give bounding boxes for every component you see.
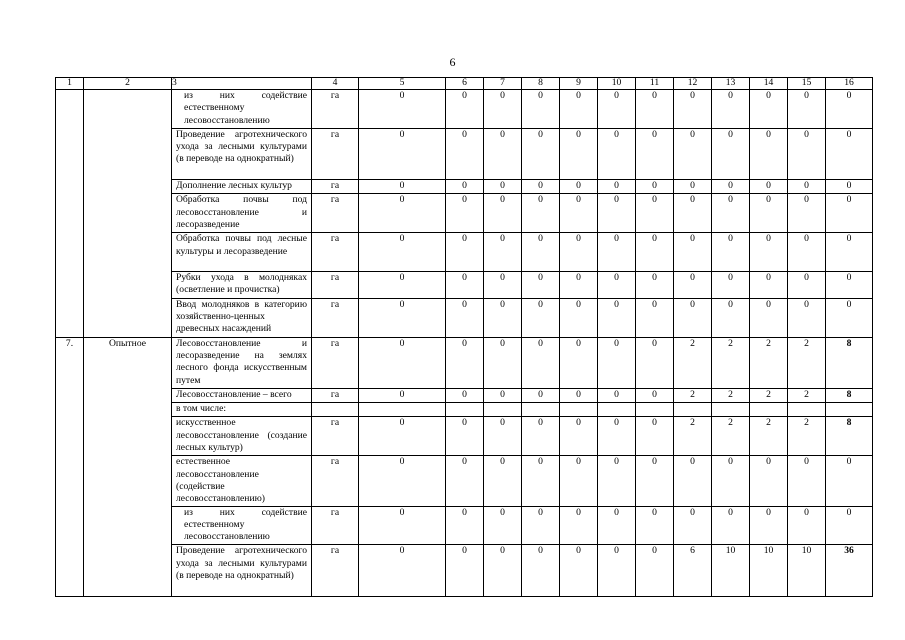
value-cell: 0	[522, 233, 560, 272]
row-number-cell	[56, 194, 84, 233]
row-number-cell	[56, 90, 84, 129]
value-cell: 8	[826, 388, 873, 402]
row-number-cell	[56, 545, 84, 596]
value-cell: 0	[636, 388, 674, 402]
column-number-cell: 13	[712, 78, 750, 90]
column-number-cell: 10	[598, 78, 636, 90]
value-cell: 0	[826, 90, 873, 129]
value-cell: 0	[826, 506, 873, 545]
table-row	[56, 128, 873, 179]
value-cell: 0	[359, 506, 446, 545]
activity-cell: Обработка почвы под лесные культуры и лесоразведение	[172, 233, 312, 272]
value-cell: 0	[826, 272, 873, 299]
value-cell: 0	[598, 506, 636, 545]
value-cell: 0	[359, 417, 446, 456]
value-cell: 0	[522, 194, 560, 233]
value-cell: 0	[522, 128, 560, 179]
value-cell: 0	[484, 545, 522, 596]
row-number-cell	[56, 403, 84, 417]
unit-cell: га	[312, 180, 359, 194]
table-row	[56, 417, 873, 456]
activity-cell: Проведение агротехнического ухода за лесными культурами (в переводе на однократный)	[172, 128, 312, 179]
value-cell: 10	[788, 545, 826, 596]
value-cell: 0	[446, 456, 484, 506]
value-cell: 0	[598, 233, 636, 272]
column-number-cell: 4	[312, 78, 359, 90]
row-number-cell	[56, 388, 84, 402]
value-cell: 0	[826, 180, 873, 194]
value-cell: 0	[598, 272, 636, 299]
value-cell: 0	[522, 388, 560, 402]
value-cell: 0	[560, 417, 598, 456]
row-number-cell	[56, 233, 84, 272]
table-row	[56, 298, 873, 337]
value-cell: 0	[788, 90, 826, 129]
value-cell: 0	[674, 456, 712, 506]
value-cell: 0	[560, 128, 598, 179]
value-cell: 2	[788, 417, 826, 456]
value-cell: 0	[359, 337, 446, 388]
value-cell: 0	[750, 233, 788, 272]
value-cell: 0	[712, 456, 750, 506]
table-row	[56, 545, 873, 596]
value-cell: 0	[359, 194, 446, 233]
row-number-cell	[56, 180, 84, 194]
value-cell: 0	[446, 180, 484, 194]
column-number-cell: 12	[674, 78, 712, 90]
forestry-name-cell	[84, 272, 172, 299]
value-cell: 0	[674, 233, 712, 272]
value-cell: 0	[750, 456, 788, 506]
activity-cell: в том числе:	[172, 403, 312, 417]
activity-cell: естественное лесовосстановление (содействие лесовосстановлению)	[172, 456, 312, 506]
forestry-name-cell	[84, 90, 172, 129]
value-cell: 0	[359, 128, 446, 179]
value-cell: 0	[522, 545, 560, 596]
value-cell: 0	[598, 194, 636, 233]
value-cell: 0	[636, 272, 674, 299]
value-cell	[712, 403, 750, 417]
value-cell	[750, 403, 788, 417]
activity-cell: искусственное лесовосстановление (создание лесных культур)	[172, 417, 312, 456]
value-cell: 0	[446, 128, 484, 179]
column-number-cell: 3	[172, 78, 312, 90]
unit-cell: га	[312, 545, 359, 596]
value-cell: 0	[788, 456, 826, 506]
value-cell: 0	[359, 298, 446, 337]
value-cell: 0	[359, 233, 446, 272]
value-cell	[636, 403, 674, 417]
value-cell: 0	[446, 298, 484, 337]
value-cell: 0	[674, 180, 712, 194]
column-number-row	[56, 78, 873, 90]
column-number-cell: 5	[359, 78, 446, 90]
value-cell	[484, 403, 522, 417]
value-cell: 0	[788, 233, 826, 272]
value-cell: 2	[674, 417, 712, 456]
value-cell: 0	[788, 272, 826, 299]
value-cell	[359, 403, 446, 417]
value-cell: 0	[522, 456, 560, 506]
table-row	[56, 456, 873, 506]
column-number-cell: 14	[750, 78, 788, 90]
value-cell: 0	[484, 194, 522, 233]
column-number-cell: 8	[522, 78, 560, 90]
value-cell: 0	[522, 417, 560, 456]
value-cell: 0	[522, 272, 560, 299]
row-number-cell	[56, 128, 84, 179]
value-cell: 2	[750, 417, 788, 456]
value-cell: 2	[788, 388, 826, 402]
value-cell	[826, 403, 873, 417]
value-cell: 2	[750, 337, 788, 388]
value-cell: 0	[636, 90, 674, 129]
unit-cell: га	[312, 298, 359, 337]
value-cell: 2	[712, 337, 750, 388]
value-cell: 0	[826, 128, 873, 179]
value-cell: 0	[788, 194, 826, 233]
value-cell: 0	[598, 388, 636, 402]
unit-cell	[312, 403, 359, 417]
unit-cell: га	[312, 417, 359, 456]
value-cell: 0	[446, 90, 484, 129]
value-cell: 0	[484, 128, 522, 179]
value-cell: 0	[484, 180, 522, 194]
value-cell: 0	[446, 337, 484, 388]
value-cell: 0	[712, 90, 750, 129]
value-cell: 0	[598, 456, 636, 506]
value-cell: 10	[712, 545, 750, 596]
activity-cell: из них содействие естественному лесовосстановлению	[172, 90, 312, 129]
unit-cell: га	[312, 128, 359, 179]
forestry-name-cell	[84, 180, 172, 194]
value-cell: 0	[484, 233, 522, 272]
value-cell: 0	[636, 194, 674, 233]
table-row	[56, 180, 873, 194]
value-cell: 0	[636, 180, 674, 194]
forestry-name-cell	[84, 298, 172, 337]
value-cell: 0	[560, 506, 598, 545]
value-cell: 0	[750, 194, 788, 233]
value-cell: 0	[560, 456, 598, 506]
row-number-cell	[56, 298, 84, 337]
value-cell: 0	[484, 506, 522, 545]
value-cell: 0	[446, 272, 484, 299]
value-cell: 2	[750, 388, 788, 402]
table-row	[56, 194, 873, 233]
value-cell: 0	[598, 417, 636, 456]
value-cell: 0	[598, 545, 636, 596]
value-cell	[560, 403, 598, 417]
unit-cell: га	[312, 233, 359, 272]
table-row	[56, 403, 873, 417]
value-cell: 2	[788, 337, 826, 388]
value-cell: 8	[826, 417, 873, 456]
column-number-cell: 16	[826, 78, 873, 90]
row-number-cell	[56, 506, 84, 545]
value-cell: 0	[636, 337, 674, 388]
value-cell: 0	[522, 337, 560, 388]
value-cell: 0	[750, 180, 788, 194]
value-cell: 0	[636, 298, 674, 337]
column-number-cell: 11	[636, 78, 674, 90]
value-cell: 0	[446, 194, 484, 233]
unit-cell: га	[312, 388, 359, 402]
row-number-cell	[56, 272, 84, 299]
value-cell: 0	[674, 194, 712, 233]
value-cell: 0	[674, 272, 712, 299]
value-cell: 0	[674, 506, 712, 545]
column-number-cell: 6	[446, 78, 484, 90]
forestry-name-cell	[84, 417, 172, 456]
activity-cell: Рубки ухода в молодняках (осветление и прочистка)	[172, 272, 312, 299]
value-cell: 0	[560, 545, 598, 596]
value-cell: 0	[522, 506, 560, 545]
value-cell: 0	[446, 388, 484, 402]
value-cell: 0	[446, 506, 484, 545]
value-cell: 0	[598, 298, 636, 337]
row-number-cell	[56, 456, 84, 506]
value-cell	[674, 403, 712, 417]
value-cell: 0	[750, 272, 788, 299]
value-cell: 0	[674, 298, 712, 337]
unit-cell: га	[312, 90, 359, 129]
value-cell: 0	[636, 545, 674, 596]
value-cell: 0	[560, 180, 598, 194]
value-cell: 0	[788, 506, 826, 545]
value-cell	[788, 403, 826, 417]
forestry-plan-table	[55, 77, 873, 597]
value-cell: 10	[750, 545, 788, 596]
value-cell: 0	[560, 233, 598, 272]
value-cell: 0	[446, 233, 484, 272]
forestry-name-cell	[84, 403, 172, 417]
value-cell: 0	[750, 506, 788, 545]
column-number-cell: 2	[84, 78, 172, 90]
activity-cell: Обработка почвы под лесовосстановление и лесоразведение	[172, 194, 312, 233]
value-cell: 0	[598, 180, 636, 194]
row-number-cell	[56, 417, 84, 456]
table-body	[56, 90, 873, 597]
column-number-cell: 15	[788, 78, 826, 90]
value-cell	[598, 403, 636, 417]
activity-cell: Ввод молодняков в категорию хозяйственно-ценных древесных насаждений	[172, 298, 312, 337]
value-cell: 8	[826, 337, 873, 388]
forestry-name-cell	[84, 128, 172, 179]
value-cell: 0	[446, 417, 484, 456]
value-cell: 0	[788, 128, 826, 179]
value-cell: 0	[522, 298, 560, 337]
table-row	[56, 272, 873, 299]
value-cell: 0	[484, 90, 522, 129]
value-cell: 0	[636, 233, 674, 272]
value-cell: 0	[560, 337, 598, 388]
unit-cell: га	[312, 337, 359, 388]
unit-cell: га	[312, 456, 359, 506]
activity-cell: Проведение агротехнического ухода за лесными культурами (в переводе на однократный)	[172, 545, 312, 596]
value-cell: 0	[712, 272, 750, 299]
value-cell: 2	[674, 388, 712, 402]
value-cell: 0	[484, 298, 522, 337]
value-cell: 0	[598, 90, 636, 129]
unit-cell: га	[312, 194, 359, 233]
value-cell: 0	[788, 180, 826, 194]
value-cell: 0	[712, 506, 750, 545]
activity-cell: из них содействие естественному лесовосстановлению	[172, 506, 312, 545]
value-cell: 0	[826, 194, 873, 233]
value-cell: 0	[359, 545, 446, 596]
value-cell: 0	[636, 417, 674, 456]
forestry-name-cell	[84, 233, 172, 272]
forestry-name-cell: Опытное	[84, 337, 172, 388]
value-cell: 0	[359, 388, 446, 402]
value-cell: 0	[359, 90, 446, 129]
value-cell: 0	[598, 337, 636, 388]
activity-cell: Дополнение лесных культур	[172, 180, 312, 194]
value-cell: 0	[484, 272, 522, 299]
value-cell: 0	[484, 337, 522, 388]
value-cell: 36	[826, 545, 873, 596]
unit-cell: га	[312, 506, 359, 545]
value-cell: 0	[750, 90, 788, 129]
value-cell: 6	[674, 545, 712, 596]
value-cell: 2	[674, 337, 712, 388]
value-cell: 0	[560, 90, 598, 129]
table-row	[56, 337, 873, 388]
value-cell: 2	[712, 417, 750, 456]
value-cell: 0	[560, 194, 598, 233]
forestry-name-cell	[84, 506, 172, 545]
value-cell	[446, 403, 484, 417]
value-cell: 0	[636, 506, 674, 545]
value-cell: 0	[826, 233, 873, 272]
value-cell: 0	[359, 456, 446, 506]
value-cell: 0	[674, 90, 712, 129]
value-cell: 0	[359, 180, 446, 194]
value-cell: 0	[560, 388, 598, 402]
value-cell: 0	[712, 298, 750, 337]
table-row	[56, 233, 873, 272]
value-cell: 0	[484, 456, 522, 506]
value-cell: 0	[522, 90, 560, 129]
forestry-name-cell	[84, 456, 172, 506]
value-cell: 0	[712, 180, 750, 194]
value-cell: 0	[788, 298, 826, 337]
value-cell: 0	[522, 180, 560, 194]
value-cell: 0	[484, 388, 522, 402]
value-cell: 0	[712, 233, 750, 272]
value-cell: 0	[826, 298, 873, 337]
value-cell: 2	[712, 388, 750, 402]
value-cell: 0	[712, 194, 750, 233]
forestry-name-cell	[84, 194, 172, 233]
value-cell: 0	[750, 128, 788, 179]
activity-cell: Лесовосстановление и лесоразведение на землях лесного фонда искусственным путем	[172, 337, 312, 388]
value-cell: 0	[826, 456, 873, 506]
value-cell: 0	[674, 128, 712, 179]
value-cell: 0	[560, 272, 598, 299]
row-number-cell: 7.	[56, 337, 84, 388]
value-cell: 0	[484, 417, 522, 456]
value-cell: 0	[750, 298, 788, 337]
value-cell: 0	[712, 128, 750, 179]
unit-cell: га	[312, 272, 359, 299]
forestry-name-cell	[84, 388, 172, 402]
forestry-name-cell	[84, 545, 172, 596]
value-cell: 0	[636, 456, 674, 506]
activity-cell: Лесовосстановление – всего	[172, 388, 312, 402]
value-cell: 0	[560, 298, 598, 337]
column-number-cell: 1	[56, 78, 84, 90]
value-cell: 0	[598, 128, 636, 179]
page-number: 6	[449, 55, 456, 69]
value-cell: 0	[359, 272, 446, 299]
table-row	[56, 388, 873, 402]
value-cell: 0	[636, 128, 674, 179]
table-row	[56, 90, 873, 129]
value-cell	[522, 403, 560, 417]
value-cell: 0	[446, 545, 484, 596]
column-number-cell: 9	[560, 78, 598, 90]
table-row	[56, 506, 873, 545]
column-number-cell: 7	[484, 78, 522, 90]
